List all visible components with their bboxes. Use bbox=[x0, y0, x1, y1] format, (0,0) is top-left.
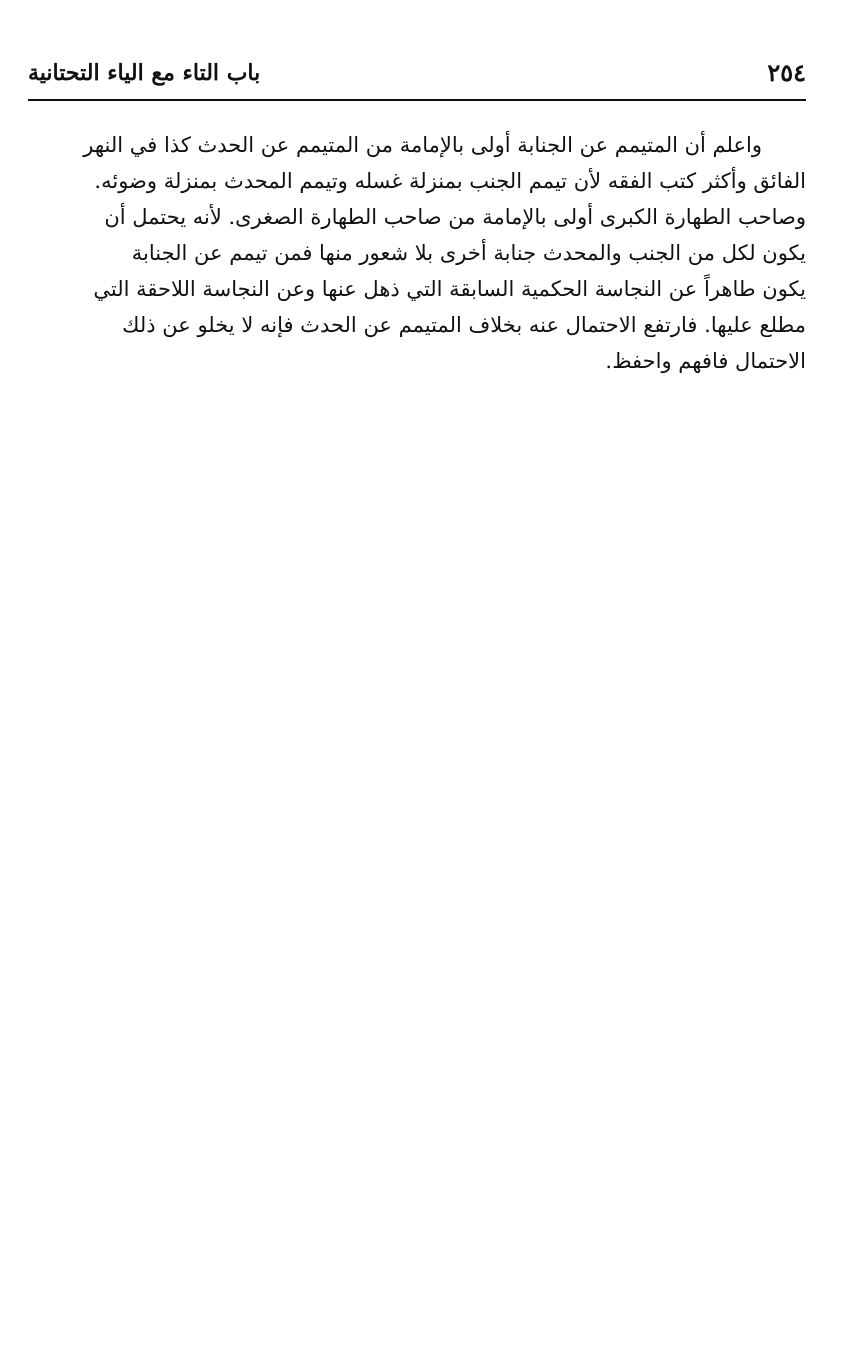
text-line: الاحتمال فافهم واحفظ. bbox=[605, 349, 806, 373]
chapter-title: باب التاء مع الياء التحتانية bbox=[28, 60, 261, 86]
book-page bbox=[28, 55, 806, 373]
page-number: ٢٥٤ bbox=[767, 58, 806, 87]
text-line: يكون طاهراً عن النجاسة الحكمية السابقة التي ذهل عنها وعن النجاسة اللاحقة التي bbox=[93, 277, 806, 301]
header-divider bbox=[28, 99, 806, 101]
text-line: وصاحب الطهارة الكبرى أولى بالإمامة من صاحب الطهارة الصغرى. لأنه يحتمل أن bbox=[104, 205, 806, 229]
page-header bbox=[28, 55, 806, 91]
text-line: الفائق وأكثر كتب الفقه لأن تيمم الجنب بمنزلة غسله وتيمم المحدث بمنزلة وضوئه. bbox=[94, 169, 806, 193]
body-paragraph bbox=[28, 127, 806, 379]
text-line: واعلم أن المتيمم عن الجنابة أولى بالإمامة من المتيمم عن الحدث كذا في النهر bbox=[83, 133, 762, 157]
text-line: مطلع عليها. فارتفع الاحتمال عنه بخلاف المتيمم عن الحدث فإنه لا يخلو عن ذلك bbox=[122, 313, 806, 337]
text-line: يكون لكل من الجنب والمحدث جنابة أخرى بلا شعور منها فمن تيمم عن الجنابة bbox=[131, 241, 806, 265]
